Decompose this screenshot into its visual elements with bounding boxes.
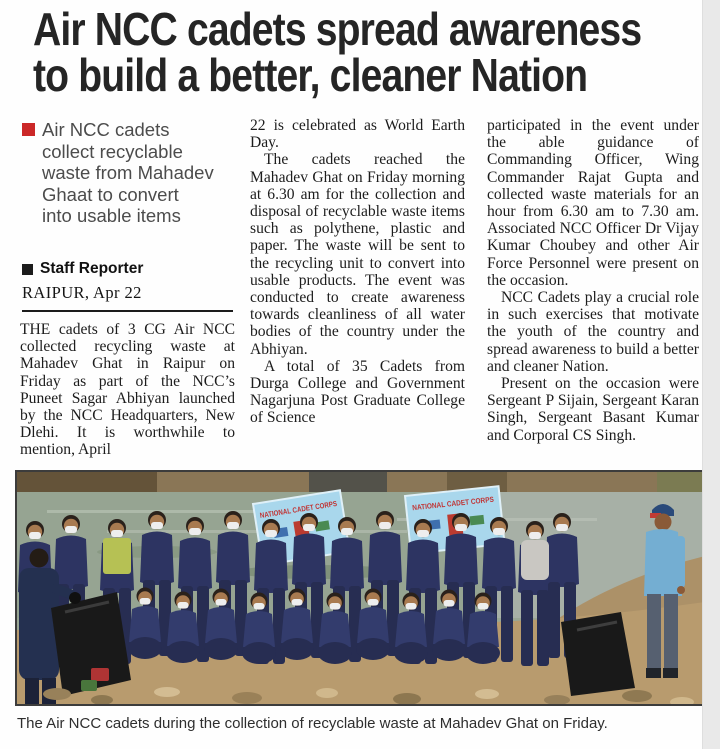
standfirst xyxy=(22,119,227,227)
hi-vis-vest xyxy=(103,538,131,574)
paragraph: THE cadets of 3 CG Air NCC collected recycling waste at Mahadev Ghat in Raipur on Friday as part of the NCC’s Puneet Sagar Abhiyan launched by the NCC Headquarters, New Dlehi. It is worthwhile to mention, April xyxy=(20,321,235,459)
standfirst-text: Air NCC cadets collect recyclable waste from Mahadev Ghaat to convert into usable items xyxy=(42,119,214,226)
photo-caption: The Air NCC cadets during the collection of recyclable waste at Mahadev Ghat on Friday. xyxy=(17,715,608,732)
byline xyxy=(22,260,143,278)
scan-page-edge xyxy=(702,0,720,749)
paragraph: participated in the event under the able guidance of Commanding Officer, Wing Commander Rajat Gupta and collected waste materials for an hour from 6.30 am to 7.30 am. Associated NCC Officer Dr Vijay Kumar Choubey and other Air Force Personnel were present on the occasion. xyxy=(487,117,699,289)
red-bullet-icon xyxy=(22,123,35,136)
paragraph: A total of 35 Cadets from Durga College and Government Nagarjuna Post Graduate College of Science xyxy=(250,357,465,427)
byline-rule xyxy=(22,310,233,312)
headline-line-2: to build a better, cleaner Nation xyxy=(33,49,588,101)
paragraph: NCC Cadets play a crucial role in such exercises that motivate the youth of the country and spread awareness to build a better and cleaner Nation. xyxy=(487,289,699,375)
svg-text:NATIONAL CADET CORPS: NATIONAL CADET CORPS xyxy=(411,493,507,513)
dateline: RAIPUR, Apr 22 xyxy=(22,283,142,302)
black-bullet-icon xyxy=(22,264,33,275)
gray-hoodie xyxy=(521,540,549,580)
body-column-2 xyxy=(250,117,465,427)
paragraph: Present on the occasion were Sergeant P Sijain, Sergeant Karan Singh, Sergeant Basant Kumar and Corporal CS Singh. xyxy=(487,375,699,444)
headline-line-1: Air NCC cadets spread awareness xyxy=(33,3,642,55)
paragraph: The cadets reached the Mahadev Ghat on Friday morning at 6.30 am for the collection and disposal of recyclable waste items such as polythene, plastic and paper. The waste will be sent to the recycling unit to convert into usable products. The event was conducted to create awareness towards cleanliness of all water bodies of the country under the Abhiyan. xyxy=(250,151,465,358)
news-photo xyxy=(15,470,707,706)
svg-text:NATIONAL CADET CORPS: NATIONAL CADET CORPS xyxy=(259,496,355,521)
article-headline xyxy=(33,3,642,101)
body-column-1 xyxy=(20,321,235,459)
reporter-name: Staff Reporter xyxy=(40,260,144,277)
body-column-3 xyxy=(487,117,699,444)
paragraph: 22 is celebrated as World Earth Day. xyxy=(250,117,465,152)
photo-illustration xyxy=(17,472,705,704)
